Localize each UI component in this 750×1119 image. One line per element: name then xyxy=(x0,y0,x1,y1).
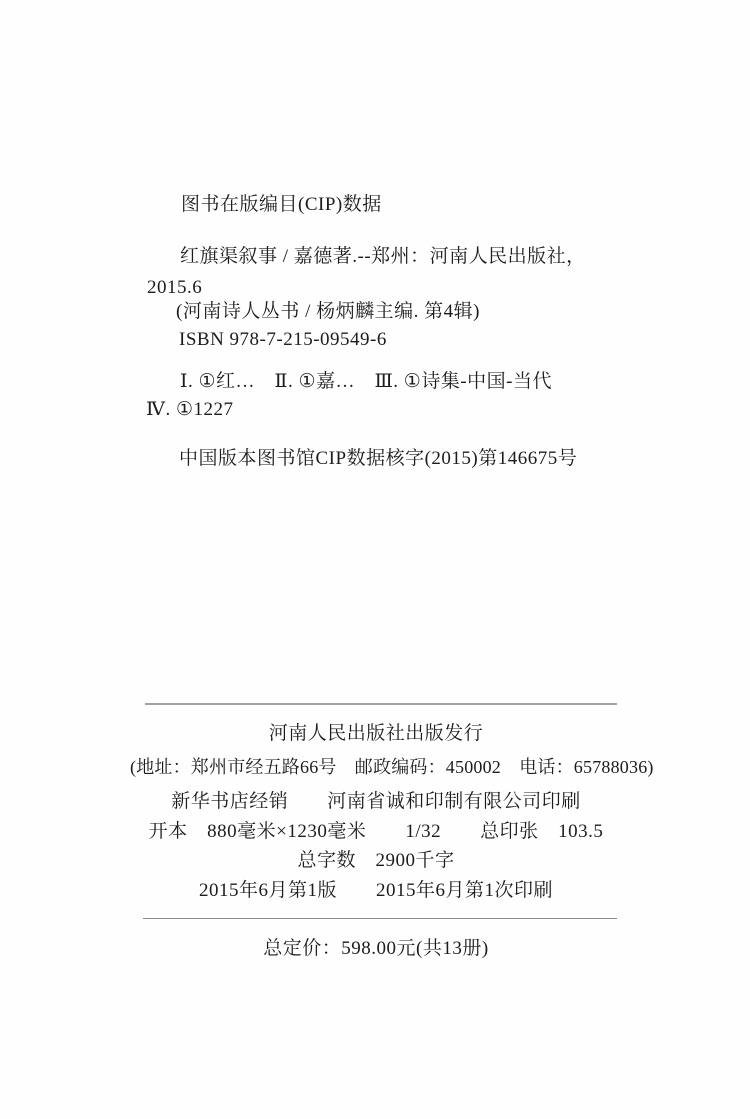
edition-printing-line: 2015年6月第1版 2015年6月第1次印刷 xyxy=(198,880,553,901)
cip-entry-line2: 2015.6 xyxy=(147,277,203,298)
cip-title: 图书在版编目(CIP)数据 xyxy=(181,194,382,215)
cip-registry-number: 中国版本图书馆CIP数据核字(2015)第146675号 xyxy=(179,448,578,469)
cip-entry-line1: 红旗渠叙事 / 嘉德著.--郑州：河南人民出版社， xyxy=(180,246,586,267)
cip-isbn: ISBN 978-7-215-09549-6 xyxy=(179,329,387,350)
word-count-line: 总字数 2900千字 xyxy=(297,850,455,871)
cip-subjects-line2: Ⅳ. ①1227 xyxy=(146,399,234,420)
cip-series-note: (河南诗人丛书 / 杨炳麟主编. 第4辑) xyxy=(176,301,480,322)
publisher-address-line: (地址：郑州市经五路66号 邮政编码：450002 电话：65788036) xyxy=(130,757,654,777)
top-rule-divider xyxy=(145,703,617,705)
total-price-line: 总定价：598.00元(共13册) xyxy=(263,938,489,959)
bottom-rule-divider xyxy=(143,918,617,919)
distribution-printer-line: 新华书店经销 河南省诚和印制有限公司印刷 xyxy=(171,791,581,812)
publisher-line: 河南人民出版社出版发行 xyxy=(268,723,484,744)
cip-subjects-line1: Ⅰ. ①红… Ⅱ. ①嘉… Ⅲ. ①诗集-中国-当代 xyxy=(180,371,552,392)
format-sheets-line: 开本 880毫米×1230毫米 1/32 总印张 103.5 xyxy=(148,821,604,842)
